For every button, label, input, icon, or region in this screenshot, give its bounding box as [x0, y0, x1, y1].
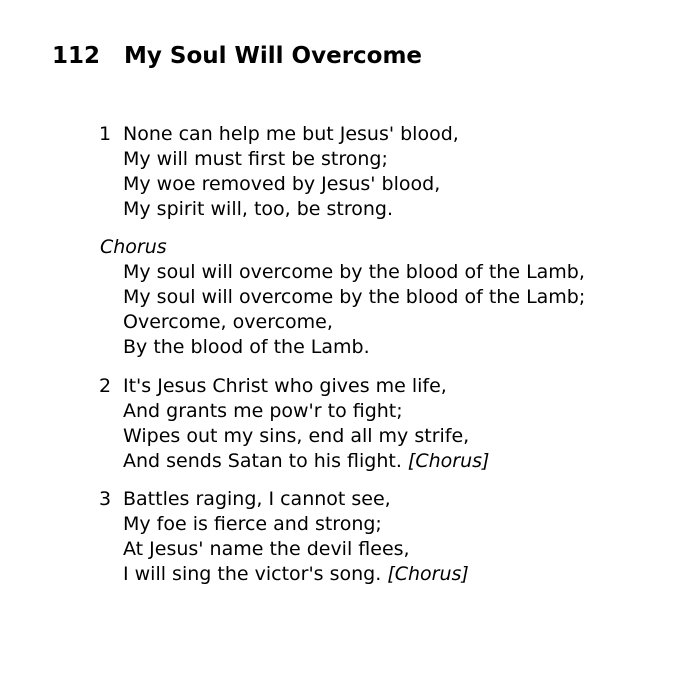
- verse-line-text: At Jesus' name the devil flees,: [123, 538, 410, 560]
- chorus-line-text: My soul will overcome by the blood of the Lamb,: [123, 261, 585, 283]
- verse-line-text: [123, 562, 469, 587]
- verse-line-text: My woe removed by Jesus' blood,: [123, 173, 441, 195]
- chorus-line-text: My soul will overcome by the blood of the Lamb;: [123, 286, 586, 308]
- verse-number: 2: [99, 375, 112, 397]
- verse-line-text: Battles raging, I cannot see,: [123, 488, 391, 510]
- verse-line-text: And grants me pow'r to fight;: [123, 400, 403, 422]
- verse-line-text: None can help me but Jesus' blood,: [123, 123, 459, 145]
- hymn-header: [52, 40, 422, 72]
- verse-line-text: My foe is fierce and strong;: [123, 513, 382, 535]
- hymn-number: 112: [52, 43, 101, 69]
- chorus-reference: [Chorus]: [407, 450, 490, 472]
- verse-line-words: I will sing the victor's song.: [123, 563, 382, 585]
- verse-line-text: My will must first be strong;: [123, 148, 388, 170]
- verse-line-words: And sends Satan to his flight.: [123, 450, 402, 472]
- chorus-line-text: Overcome, overcome,: [123, 311, 333, 333]
- verse-number: 1: [99, 123, 112, 145]
- chorus-label: Chorus: [100, 236, 167, 258]
- chorus-reference: [Chorus]: [387, 563, 469, 585]
- hymn-title: My Soul Will Overcome: [124, 43, 423, 69]
- chorus-line-text: By the blood of the Lamb.: [123, 336, 370, 358]
- verse-line-text: Wipes out my sins, end all my strife,: [123, 425, 470, 447]
- verse-line-text: It's Jesus Christ who gives me life,: [123, 375, 447, 397]
- verse-line-text: [123, 449, 489, 474]
- verse-line-text: My spirit will, too, be strong.: [123, 198, 394, 220]
- verse-number: 3: [99, 488, 112, 510]
